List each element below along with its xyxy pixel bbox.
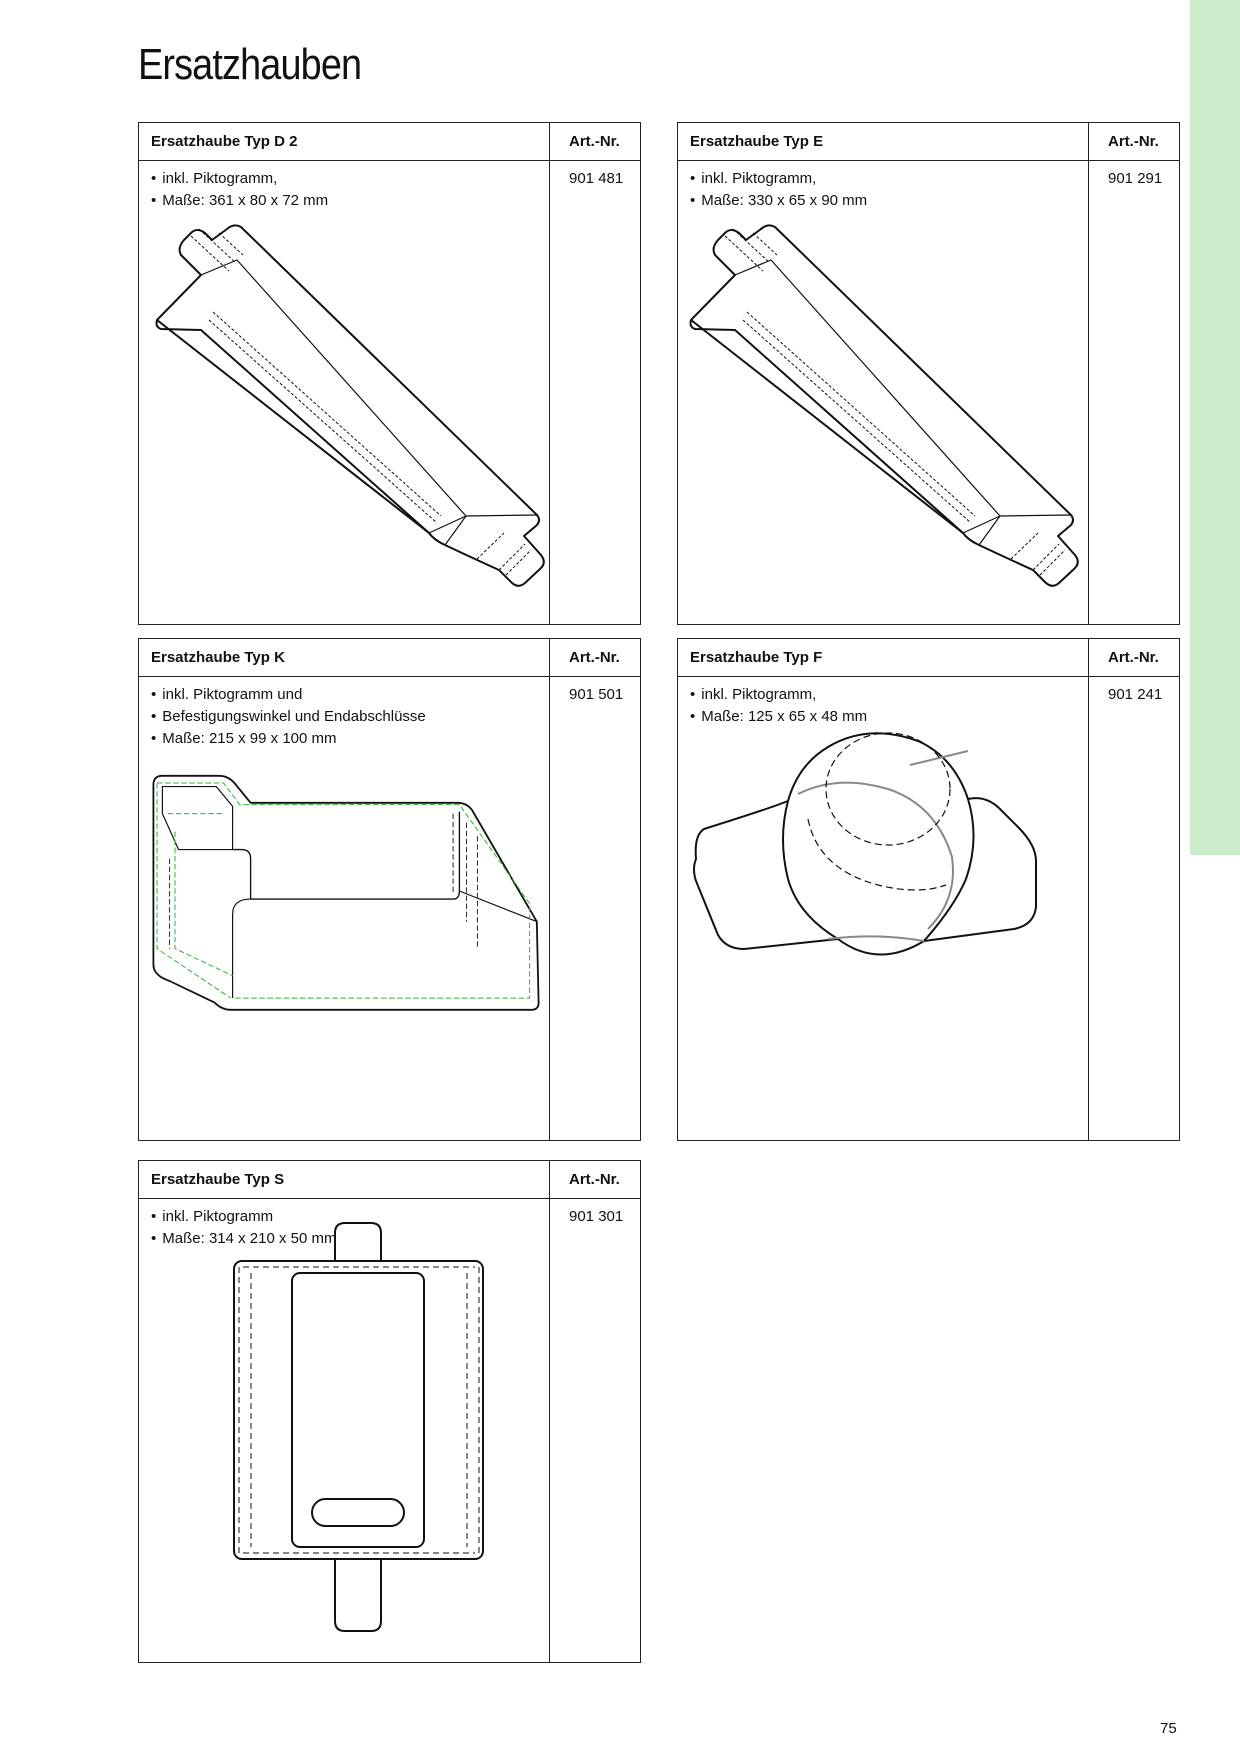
feature-item: • inkl. Piktogramm und xyxy=(151,684,426,706)
product-drawing-typ-s xyxy=(139,1161,549,1661)
feature-item: • Maße: 215 x 99 x 100 mm xyxy=(151,728,426,750)
art-nr-label: Art.-Nr. xyxy=(1108,649,1159,666)
art-nr-value: 901 501 xyxy=(569,686,624,703)
page-title: Ersatzhauben xyxy=(138,40,362,89)
product-card-typ-e xyxy=(677,122,1180,625)
feature-item: • Befestigungswinkel und Endabschlüsse xyxy=(151,706,426,728)
feature-item: • inkl. Piktogramm xyxy=(151,1206,337,1228)
product-name: Ersatzhaube Typ F xyxy=(690,649,823,666)
product-drawing-typ-e xyxy=(678,123,1088,623)
art-nr-value: 901 241 xyxy=(1108,686,1163,703)
feature-item: • Maße: 314 x 210 x 50 mm xyxy=(151,1228,337,1250)
art-nr-value: 901 481 xyxy=(569,170,624,187)
page-number: 75 xyxy=(1160,1720,1177,1737)
feature-item: • inkl. Piktogramm, xyxy=(690,168,867,190)
product-name: Ersatzhaube Typ S xyxy=(151,1171,285,1188)
feature-item: • inkl. Piktogramm, xyxy=(151,168,328,190)
product-card-typ-k xyxy=(138,638,641,1141)
art-nr-label: Art.-Nr. xyxy=(1108,133,1159,150)
product-name: Ersatzhaube Typ K xyxy=(151,649,285,666)
product-drawing-typ-d2 xyxy=(139,123,549,623)
art-nr-label: Art.-Nr. xyxy=(569,133,620,150)
art-nr-label: Art.-Nr. xyxy=(569,1171,620,1188)
art-nr-label: Art.-Nr. xyxy=(569,649,620,666)
art-nr-value: 901 291 xyxy=(1108,170,1163,187)
feature-item: • inkl. Piktogramm, xyxy=(690,684,867,706)
product-drawing-typ-k xyxy=(139,639,549,1139)
product-card-typ-s xyxy=(138,1160,641,1663)
chapter-tab xyxy=(1190,0,1240,855)
product-card-typ-d2 xyxy=(138,122,641,625)
art-nr-value: 901 301 xyxy=(569,1208,624,1225)
feature-item: • Maße: 125 x 65 x 48 mm xyxy=(690,706,867,728)
feature-item: • Maße: 361 x 80 x 72 mm xyxy=(151,190,328,212)
product-card-typ-f xyxy=(677,638,1180,1141)
product-name: Ersatzhaube Typ E xyxy=(690,133,824,150)
product-drawing-typ-f xyxy=(678,639,1088,1139)
product-name: Ersatzhaube Typ D 2 xyxy=(151,133,298,150)
feature-item: • Maße: 330 x 65 x 90 mm xyxy=(690,190,867,212)
